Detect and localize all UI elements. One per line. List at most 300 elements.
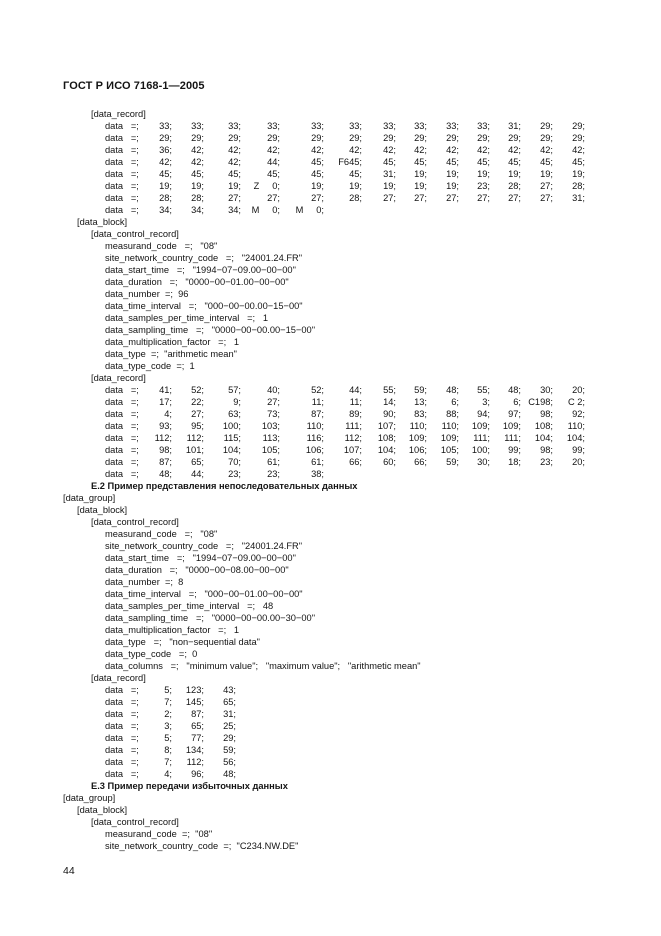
- page-number: 44: [63, 865, 75, 877]
- data-value: 103;: [261, 421, 280, 431]
- data-value: 42;: [572, 145, 585, 155]
- data-value: 42;: [508, 145, 521, 155]
- data-value: 52;: [311, 385, 324, 395]
- data-value: 107;: [377, 421, 396, 431]
- data-value: 105;: [261, 445, 280, 455]
- data-value: 112;: [154, 433, 172, 443]
- control-field: data_time_interval =; "000−00−00.00−15−00": [105, 301, 303, 311]
- data-value: 19;: [477, 169, 490, 179]
- data-value: 42;: [446, 145, 459, 155]
- data-value: 7;: [164, 697, 172, 707]
- data-value: 18;: [508, 457, 521, 467]
- data-value: 23;: [267, 469, 280, 479]
- data-value: 110;: [409, 421, 427, 431]
- data-value: 44;: [349, 385, 362, 395]
- data-value: 111;: [345, 421, 362, 431]
- data-value: 94;: [477, 409, 490, 419]
- data-row-label: data =;: [105, 397, 139, 407]
- data-row: [0, 420, 661, 432]
- data-value: F645;: [338, 157, 362, 167]
- data-row-label: data =;: [105, 733, 139, 743]
- data-value: 27;: [446, 193, 459, 203]
- data-value: 29;: [446, 133, 459, 143]
- data-row: [0, 708, 661, 720]
- data-row: [0, 408, 661, 420]
- data-row-label: data =;: [105, 721, 139, 731]
- data-value: 3;: [164, 721, 172, 731]
- data-value: 45;: [572, 157, 585, 167]
- data-value: 29;: [477, 133, 490, 143]
- data-group-tag: [data_group]: [63, 493, 116, 503]
- data-block-tag: [data_block]: [77, 805, 128, 815]
- data-record-tag: [data_record]: [91, 673, 146, 683]
- control-field: data_multiplication_factor =; 1: [105, 337, 240, 347]
- data-value: 45;: [311, 169, 324, 179]
- data-value: 29;: [383, 133, 396, 143]
- data-value: 28;: [508, 181, 521, 191]
- data-value: 40;: [267, 385, 280, 395]
- data-value: 19;: [414, 169, 427, 179]
- data-value: 55;: [477, 385, 490, 395]
- data-value: 109;: [502, 421, 521, 431]
- data-value: 59;: [414, 385, 427, 395]
- data-value: 45;: [228, 169, 241, 179]
- data-value: 14;: [383, 397, 396, 407]
- data-value: 134;: [185, 745, 204, 755]
- data-value: 13;: [414, 397, 427, 407]
- data-row: [0, 180, 661, 192]
- data-value: 42;: [191, 145, 204, 155]
- data-row: [0, 156, 661, 168]
- data-value: 48;: [446, 385, 459, 395]
- data-value: 27;: [414, 193, 427, 203]
- data-value: 59;: [223, 745, 236, 755]
- data-value: 19;: [446, 181, 459, 191]
- data-row-label: data =;: [105, 709, 139, 719]
- data-value: 43;: [223, 685, 236, 695]
- data-value: 20;: [572, 457, 585, 467]
- data-value: 57;: [228, 385, 241, 395]
- data-value: 100;: [471, 445, 490, 455]
- data-value: 29;: [414, 133, 427, 143]
- data-value: 42;: [414, 145, 427, 155]
- data-value: M 0;: [251, 205, 280, 215]
- data-value: 19;: [414, 181, 427, 191]
- data-row-label: data =;: [105, 469, 139, 479]
- data-row-label: data =;: [105, 169, 139, 179]
- data-value: 27;: [508, 193, 521, 203]
- data-value: 31;: [223, 709, 236, 719]
- data-row: [0, 468, 661, 480]
- data-value: 42;: [349, 145, 362, 155]
- control-field: data_duration =; "0000−00−08.00−00−00": [105, 565, 289, 575]
- data-value: 29;: [572, 133, 585, 143]
- data-value: 45;: [267, 169, 280, 179]
- data-value: 111;: [473, 433, 490, 443]
- data-row-label: data =;: [105, 193, 139, 203]
- data-value: 27;: [383, 193, 396, 203]
- data-row: [0, 168, 661, 180]
- data-row-label: data =;: [105, 409, 139, 419]
- data-value: 41;: [159, 385, 172, 395]
- data-value: 19;: [311, 181, 324, 191]
- data-value: 112;: [344, 433, 362, 443]
- data-value: 22;: [191, 397, 204, 407]
- data-value: 63;: [228, 409, 241, 419]
- data-value: C198;: [528, 397, 553, 407]
- control-field: data_number =; 96: [105, 289, 189, 299]
- control-field: data_number =; 8: [105, 577, 184, 587]
- control-field: data_sampling_time =; "0000−00−00.00−30−00": [105, 613, 316, 623]
- data-value: 104;: [566, 433, 585, 443]
- data-value: 19;: [508, 169, 521, 179]
- data-value: 28;: [349, 193, 362, 203]
- control-field: data_duration =; "0000−00−01.00−00−00": [105, 277, 289, 287]
- data-value: 44;: [267, 157, 280, 167]
- data-value: 108;: [534, 421, 553, 431]
- data-value: 34;: [159, 205, 172, 215]
- control-field: data_multiplication_factor =; 1: [105, 625, 240, 635]
- data-value: 36;: [159, 145, 172, 155]
- control-field: data_start_time =; "1994−07−09.00−00−00": [105, 553, 296, 563]
- data-value: 113;: [262, 433, 280, 443]
- data-value: 65;: [191, 721, 204, 731]
- data-value: 2;: [164, 709, 172, 719]
- data-value: 27;: [191, 409, 204, 419]
- data-value: 19;: [572, 169, 585, 179]
- data-row-label: data =;: [105, 145, 139, 155]
- data-value: 42;: [267, 145, 280, 155]
- data-value: 52;: [191, 385, 204, 395]
- data-value: 27;: [540, 193, 553, 203]
- data-value: 33;: [477, 121, 490, 131]
- data-value: 42;: [311, 145, 324, 155]
- data-value: 109;: [408, 433, 427, 443]
- data-value: 19;: [540, 169, 553, 179]
- data-row-label: data =;: [105, 445, 139, 455]
- data-value: 31;: [508, 121, 521, 131]
- data-value: 93;: [159, 421, 172, 431]
- data-value: 70;: [228, 457, 241, 467]
- data-row: [0, 720, 661, 732]
- control-field: data_type_code =; 1: [105, 361, 195, 371]
- data-row-label: data =;: [105, 457, 139, 467]
- section-heading: Е.2 Пример представления непоследовательных данных: [91, 481, 358, 491]
- data-value: 110;: [306, 421, 324, 431]
- control-field: measurand_code =; "08": [105, 829, 213, 839]
- data-value: 65;: [223, 697, 236, 707]
- data-value: 29;: [311, 133, 324, 143]
- data-value: 87;: [191, 709, 204, 719]
- data-value: 29;: [572, 121, 585, 131]
- data-group-tag: [data_group]: [63, 793, 116, 803]
- control-field: site_network_country_code =; "24001.24.FR": [105, 253, 303, 263]
- data-value: 48;: [159, 469, 172, 479]
- data-value: 106;: [305, 445, 324, 455]
- data-value: 45;: [414, 157, 427, 167]
- control-field: data_time_interval =; "000−00−01.00−00−00": [105, 589, 303, 599]
- data-value: 45;: [540, 157, 553, 167]
- data-value: 97;: [508, 409, 521, 419]
- control-field: data_sampling_time =; "0000−00−00.00−15−00": [105, 325, 316, 335]
- data-value: 31;: [383, 169, 396, 179]
- data-row: [0, 744, 661, 756]
- data-row: [0, 756, 661, 768]
- data-value: 31;: [572, 193, 585, 203]
- data-value: 19;: [349, 181, 362, 191]
- data-value: Z 0;: [253, 181, 280, 191]
- data-value: 27;: [228, 193, 241, 203]
- data-value: 19;: [446, 169, 459, 179]
- control-field: site_network_country_code =; "C234.NW.DE": [105, 841, 299, 851]
- data-value: 25;: [223, 721, 236, 731]
- data-value: 34;: [228, 205, 241, 215]
- data-value: 29;: [540, 133, 553, 143]
- data-value: 42;: [477, 145, 490, 155]
- data-value: 98;: [540, 409, 553, 419]
- data-value: 109;: [471, 421, 490, 431]
- data-row-label: data =;: [105, 769, 139, 779]
- data-value: 66;: [349, 457, 362, 467]
- data-control-record-tag: [data_control_record]: [91, 517, 179, 527]
- data-value: 95;: [191, 421, 204, 431]
- data-value: 42;: [228, 145, 241, 155]
- data-value: 107;: [343, 445, 362, 455]
- data-value: 45;: [311, 157, 324, 167]
- data-row-label: data =;: [105, 433, 139, 443]
- data-value: 99;: [508, 445, 521, 455]
- data-value: 111;: [504, 433, 521, 443]
- control-field: data_type =; "non−sequential data": [105, 637, 260, 647]
- data-value: 99;: [572, 445, 585, 455]
- data-control-record-tag: [data_control_record]: [91, 817, 179, 827]
- data-value: M 0;: [295, 205, 324, 215]
- data-value: 66;: [414, 457, 427, 467]
- data-value: 30;: [540, 385, 553, 395]
- data-value: 61;: [267, 457, 280, 467]
- control-field: site_network_country_code =; "24001.24.FR": [105, 541, 303, 551]
- data-row: [0, 768, 661, 780]
- data-value: 6;: [513, 397, 521, 407]
- data-row-label: data =;: [105, 385, 139, 395]
- data-value: 27;: [540, 181, 553, 191]
- data-value: 33;: [311, 121, 324, 131]
- data-value: 110;: [567, 421, 585, 431]
- data-value: 45;: [383, 157, 396, 167]
- data-value: 44;: [191, 469, 204, 479]
- control-field: data_type_code =; 0: [105, 649, 198, 659]
- data-value: 112;: [186, 433, 204, 443]
- data-value: 88;: [446, 409, 459, 419]
- data-value: 17;: [159, 397, 172, 407]
- data-value: 29;: [267, 133, 280, 143]
- data-value: 33;: [446, 121, 459, 131]
- data-value: 5;: [164, 733, 172, 743]
- data-value: 19;: [191, 181, 204, 191]
- data-value: 29;: [540, 121, 553, 131]
- data-value: 96;: [191, 769, 204, 779]
- control-field: data_samples_per_time_interval =; 1: [105, 313, 269, 323]
- data-value: 23;: [228, 469, 241, 479]
- data-row: [0, 192, 661, 204]
- data-value: 27;: [477, 193, 490, 203]
- data-row: [0, 144, 661, 156]
- data-value: 101;: [185, 445, 204, 455]
- data-value: 109;: [440, 433, 459, 443]
- data-row: [0, 132, 661, 144]
- data-row-label: data =;: [105, 421, 139, 431]
- data-row: [0, 120, 661, 132]
- data-record-tag: [data_record]: [91, 373, 146, 383]
- data-value: 110;: [441, 421, 459, 431]
- data-value: 29;: [508, 133, 521, 143]
- data-record-tag: [data_record]: [91, 109, 146, 119]
- data-value: 4;: [164, 409, 172, 419]
- data-row: [0, 396, 661, 408]
- data-value: 145;: [185, 697, 204, 707]
- data-value: 61;: [311, 457, 324, 467]
- data-value: 65;: [191, 457, 204, 467]
- control-field: data_samples_per_time_interval =; 48: [105, 601, 274, 611]
- data-row-label: data =;: [105, 181, 139, 191]
- data-value: 33;: [414, 121, 427, 131]
- data-row: [0, 684, 661, 696]
- data-row: [0, 456, 661, 468]
- data-value: 33;: [159, 121, 172, 131]
- data-value: 123;: [185, 685, 204, 695]
- data-value: 42;: [383, 145, 396, 155]
- data-value: 45;: [446, 157, 459, 167]
- data-row-label: data =;: [105, 685, 139, 695]
- control-field: data_columns =; "minimum value"; "maximum value"; "arithmetic mean": [105, 661, 421, 671]
- data-value: 29;: [159, 133, 172, 143]
- data-value: 19;: [228, 181, 241, 191]
- data-value: 60;: [383, 457, 396, 467]
- data-value: 23;: [477, 181, 490, 191]
- data-value: 55;: [383, 385, 396, 395]
- data-value: 59;: [446, 457, 459, 467]
- control-field: data_start_time =; "1994−07−09.00−00−00": [105, 265, 296, 275]
- data-value: 28;: [159, 193, 172, 203]
- data-value: 45;: [477, 157, 490, 167]
- data-value: 29;: [191, 133, 204, 143]
- data-row-label: data =;: [105, 157, 139, 167]
- data-value: 9;: [233, 397, 241, 407]
- data-value: 45;: [191, 169, 204, 179]
- data-value: 116;: [306, 433, 324, 443]
- data-value: 33;: [349, 121, 362, 131]
- document-header: ГОСТ Р ИСО 7168-1—2005: [63, 80, 205, 92]
- section-heading: Е.3 Пример передачи избыточных данных: [91, 781, 288, 791]
- data-value: C 2;: [567, 397, 585, 407]
- data-value: 42;: [159, 157, 172, 167]
- data-value: 104;: [377, 445, 396, 455]
- data-value: 56;: [223, 757, 236, 767]
- data-value: 98;: [540, 445, 553, 455]
- data-value: 4;: [164, 769, 172, 779]
- data-value: 83;: [414, 409, 427, 419]
- data-row-label: data =;: [105, 697, 139, 707]
- data-value: 33;: [191, 121, 204, 131]
- data-value: 104;: [222, 445, 241, 455]
- data-value: 115;: [223, 433, 241, 443]
- data-row-label: data =;: [105, 757, 139, 767]
- data-value: 77;: [191, 733, 204, 743]
- data-row: [0, 384, 661, 396]
- data-block-tag: [data_block]: [77, 217, 128, 227]
- data-value: 48;: [508, 385, 521, 395]
- data-value: 5;: [164, 685, 172, 695]
- data-value: 48;: [223, 769, 236, 779]
- data-value: 33;: [267, 121, 280, 131]
- data-row: [0, 732, 661, 744]
- control-field: measurand_code =; "08": [105, 241, 218, 251]
- data-value: 11;: [311, 397, 324, 407]
- control-field: data_type =; "arithmetic mean": [105, 349, 237, 359]
- data-value: 8;: [164, 745, 172, 755]
- data-value: 98;: [159, 445, 172, 455]
- data-value: 42;: [191, 157, 204, 167]
- data-row: [0, 204, 661, 216]
- data-value: 89;: [349, 409, 362, 419]
- data-value: 11;: [349, 397, 362, 407]
- data-value: 87;: [159, 457, 172, 467]
- control-field: measurand_code =; "08": [105, 529, 218, 539]
- data-value: 20;: [572, 385, 585, 395]
- data-value: 28;: [572, 181, 585, 191]
- data-value: 38;: [311, 469, 324, 479]
- data-value: 7;: [164, 757, 172, 767]
- data-value: 29;: [223, 733, 236, 743]
- data-value: 87;: [311, 409, 324, 419]
- data-value: 27;: [267, 193, 280, 203]
- data-value: 30;: [477, 457, 490, 467]
- data-value: 28;: [191, 193, 204, 203]
- data-value: 106;: [408, 445, 427, 455]
- data-value: 42;: [540, 145, 553, 155]
- data-value: 29;: [349, 133, 362, 143]
- data-value: 100;: [222, 421, 241, 431]
- data-row-label: data =;: [105, 121, 139, 131]
- data-row: [0, 432, 661, 444]
- data-value: 33;: [228, 121, 241, 131]
- data-value: 73;: [267, 409, 280, 419]
- data-control-record-tag: [data_control_record]: [91, 229, 179, 239]
- data-value: 19;: [383, 181, 396, 191]
- data-value: 105;: [440, 445, 459, 455]
- data-row: [0, 696, 661, 708]
- data-value: 42;: [228, 157, 241, 167]
- data-value: 27;: [267, 397, 280, 407]
- data-row-label: data =;: [105, 205, 139, 215]
- data-value: 3;: [482, 397, 490, 407]
- data-value: 45;: [159, 169, 172, 179]
- data-value: 19;: [159, 181, 172, 191]
- data-value: 45;: [349, 169, 362, 179]
- data-value: 108;: [377, 433, 396, 443]
- data-value: 34;: [191, 205, 204, 215]
- data-value: 112;: [186, 757, 204, 767]
- data-value: 29;: [228, 133, 241, 143]
- data-value: 92;: [572, 409, 585, 419]
- data-value: 90;: [383, 409, 396, 419]
- data-value: 27;: [311, 193, 324, 203]
- data-value: 104;: [534, 433, 553, 443]
- data-value: 23;: [540, 457, 553, 467]
- data-value: 6;: [451, 397, 459, 407]
- data-row: [0, 444, 661, 456]
- data-row-label: data =;: [105, 745, 139, 755]
